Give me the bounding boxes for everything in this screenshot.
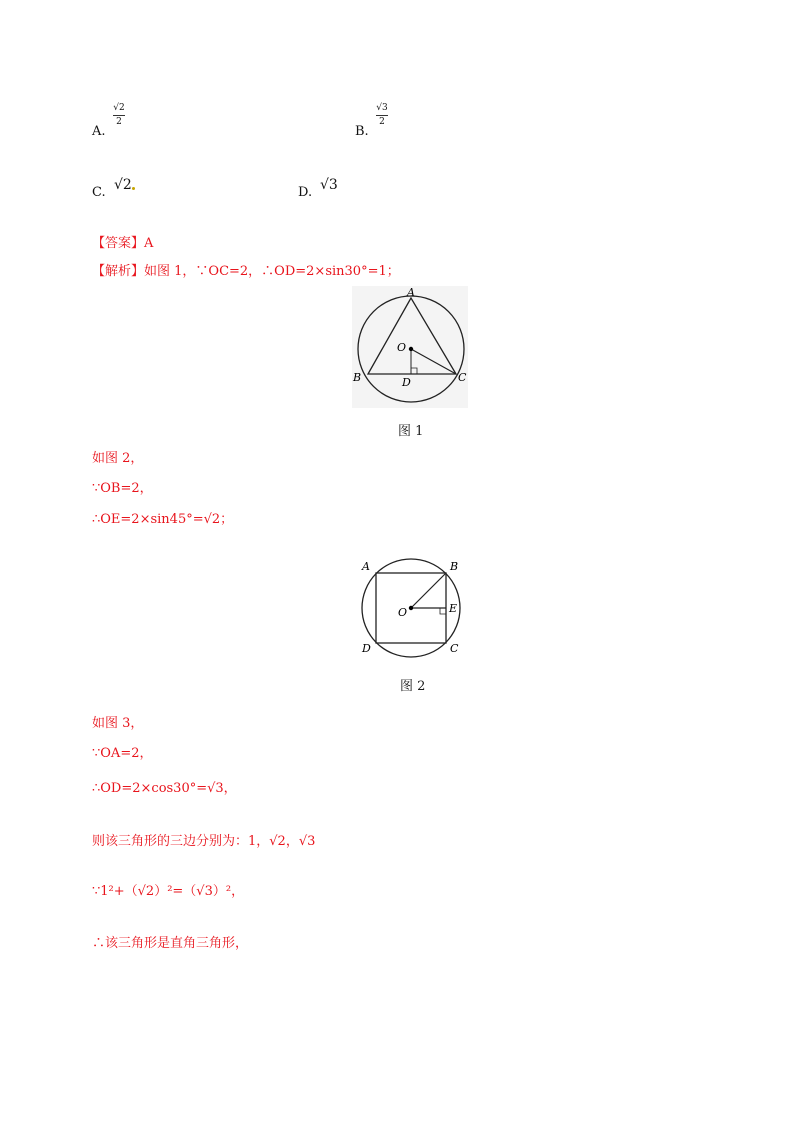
answer-tag: 【答案】 xyxy=(92,236,145,251)
figure-1-background xyxy=(352,286,468,408)
part3-line2: ∵OA=2， xyxy=(92,746,153,761)
figure-1-caption: 图 1 xyxy=(398,424,424,439)
option-d xyxy=(298,185,312,200)
option-b-fraction xyxy=(376,104,388,127)
part3-line1: 如图 3， xyxy=(92,716,144,731)
figure-1-label-d: D xyxy=(402,376,411,389)
conclusion-line1: 则该三角形的三边分别为：1，√2，√3 xyxy=(92,834,316,849)
option-b xyxy=(355,124,369,139)
figure-2-caption: 图 2 xyxy=(400,679,426,694)
option-c xyxy=(92,185,106,200)
option-c-math: √2 xyxy=(114,177,132,193)
figure-2-right-angle xyxy=(440,608,446,614)
analysis-line xyxy=(92,260,400,279)
figure-2-label-b: B xyxy=(450,560,459,573)
part2-line1: 如图 2， xyxy=(92,451,144,466)
figure-1-center xyxy=(409,347,413,351)
option-c-dot xyxy=(132,187,135,190)
option-a-numerator: √2 xyxy=(113,103,125,113)
conclusion-line3: ∴该三角形是直角三角形， xyxy=(92,936,249,951)
option-c-label: C. xyxy=(92,185,106,200)
answer-line xyxy=(92,232,153,251)
option-b-numerator: √3 xyxy=(376,103,388,113)
option-b-denominator: 2 xyxy=(379,117,385,127)
conclusion-line2: ∵1²+（√2）²=（√3）²， xyxy=(92,884,245,899)
part2-line2: ∵OB=2， xyxy=(92,481,153,496)
figure-1-label-c: C xyxy=(458,371,467,384)
option-d-math: √3 xyxy=(320,177,338,193)
figure-2-label-e: E xyxy=(449,602,458,615)
option-a xyxy=(92,124,106,139)
option-b-label: B. xyxy=(355,124,369,139)
figure-2-label-o: O xyxy=(398,606,408,619)
analysis-text: 如图 1，∵OC=2，∴OD=2×sin30°=1； xyxy=(144,264,400,279)
option-d-label: D. xyxy=(298,185,313,200)
figure-2-label-a: A xyxy=(362,560,370,573)
figure-1-label-a: A xyxy=(407,286,415,299)
figure-2-center xyxy=(409,606,413,610)
figure-1-label-o: O xyxy=(397,341,407,354)
figure-2-segment-ob xyxy=(411,573,446,608)
figure-2-label-d: D xyxy=(362,642,371,655)
figure-1 xyxy=(352,286,468,408)
figure-2 xyxy=(356,554,466,660)
option-a-label: A. xyxy=(92,124,106,139)
option-a-fraction xyxy=(113,104,125,127)
part2-line3: ∴OE=2×sin45°=√2； xyxy=(92,512,234,527)
part3-line3: ∴OD=2×cos30°=√3， xyxy=(92,781,237,796)
option-a-denominator: 2 xyxy=(116,117,122,127)
analysis-tag: 【解析】 xyxy=(92,264,145,279)
figure-2-label-c: C xyxy=(450,642,459,655)
answer-value: A xyxy=(144,236,154,251)
figure-1-label-b: B xyxy=(353,371,362,384)
